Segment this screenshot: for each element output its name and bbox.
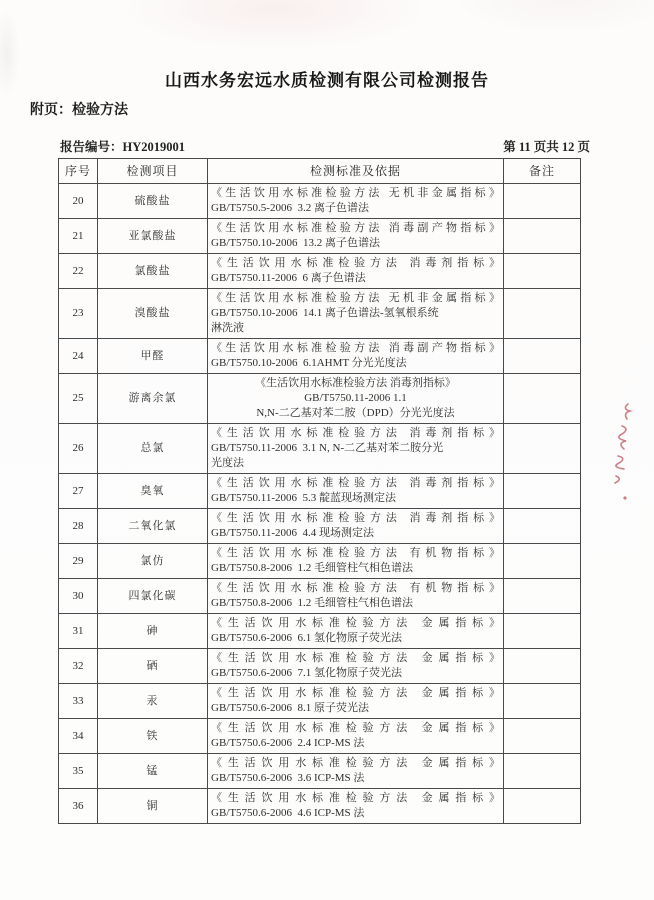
standard-line: GB/T5750.8-2006 1.2 毛细管柱气相色谱法 [211, 562, 413, 574]
row-remark-cell [504, 289, 581, 339]
row-standard-cell [208, 684, 504, 719]
standard-line: GB/T5750.11-2006 4.4 现场测定法 [211, 527, 375, 539]
report-number-label: 报告编号： [60, 140, 123, 154]
row-no-cell: 30 [59, 579, 98, 614]
table-row [59, 719, 581, 754]
standard-line: N,N-二乙基对苯二胺（DPD）分光光度法 [256, 407, 455, 419]
row-remark-cell [504, 579, 581, 614]
row-no-cell: 31 [59, 614, 98, 649]
table-row [59, 789, 581, 824]
report-number-value: HY2019001 [122, 140, 186, 154]
red-handwriting-mark [598, 398, 642, 510]
table-row [59, 579, 581, 614]
row-item-cell: 臭氧 [98, 474, 208, 509]
row-item-cell: 甲醛 [98, 339, 208, 374]
row-standard-cell [208, 289, 504, 339]
standard-line: GB/T5750.6-2006 7.1 氢化物原子荧光法 [211, 667, 402, 679]
standard-line: 《生活饮用水标准检验方法 金属指标》 [211, 687, 500, 699]
row-remark-cell [504, 254, 581, 289]
row-remark-cell [504, 474, 581, 509]
row-standard-cell [208, 579, 504, 614]
row-standard-cell [208, 374, 504, 424]
row-standard-cell [208, 474, 504, 509]
table-row [59, 474, 581, 509]
row-standard-cell [208, 254, 504, 289]
row-item-cell: 汞 [98, 684, 208, 719]
row-remark-cell [504, 339, 581, 374]
row-remark-cell [504, 544, 581, 579]
standard-line: 《生活饮用水标准检验方法 消毒剂指标》 [211, 257, 500, 269]
standard-line: GB/T5750.8-2006 1.2 毛细管柱气相色谱法 [211, 597, 413, 609]
methods-table-body [59, 184, 581, 824]
row-standard-cell [208, 184, 504, 219]
attachment-subtitle: 附页：检验方法 [30, 101, 128, 117]
standard-line: 《生活饮用水标准检验方法 金属指标》 [211, 652, 500, 664]
standard-line: GB/T5750.11-2006 1.1 [304, 392, 407, 404]
row-no-cell: 33 [59, 684, 98, 719]
row-no-cell: 35 [59, 754, 98, 789]
row-item-cell: 总氯 [98, 424, 208, 474]
table-row [59, 649, 581, 684]
standard-line: GB/T5750.6-2006 4.6 ICP-MS 法 [211, 807, 365, 819]
row-no-cell: 27 [59, 474, 98, 509]
standard-line: GB/T5750.10-2006 13.2 离子色谱法 [211, 237, 380, 249]
standard-line: 《生活饮用水标准检验方法 消毒剂指标》 [211, 427, 500, 439]
row-standard-cell [208, 754, 504, 789]
methods-table [58, 158, 581, 824]
row-no-cell: 21 [59, 219, 98, 254]
row-item-cell: 氯仿 [98, 544, 208, 579]
row-remark-cell [504, 219, 581, 254]
row-remark-cell [504, 649, 581, 684]
standard-line: 淋洗液 [211, 322, 244, 334]
table-row [59, 544, 581, 579]
row-no-cell: 26 [59, 424, 98, 474]
standard-line: 《生活饮用水标准检验方法 金属指标》 [211, 792, 500, 804]
row-remark-cell [504, 789, 581, 824]
row-item-cell: 锰 [98, 754, 208, 789]
standard-line: GB/T5750.6-2006 6.1 氢化物原子荧光法 [211, 632, 402, 644]
table-row [59, 289, 581, 339]
row-remark-cell [504, 184, 581, 219]
standard-line: GB/T5750.5-2006 3.2 离子色谱法 [211, 202, 369, 214]
row-remark-cell [504, 424, 581, 474]
table-row [59, 424, 581, 474]
standard-line: 《生活饮用水标准检验方法 消毒副产物指标》 [211, 342, 500, 354]
table-row [59, 219, 581, 254]
standard-line: 《生活饮用水标准检验方法 消毒剂指标》 [211, 512, 500, 524]
row-item-cell: 硒 [98, 649, 208, 684]
table-row [59, 684, 581, 719]
standard-line: GB/T5750.10-2006 6.1AHMT 分光光度法 [211, 357, 407, 369]
row-no-cell: 29 [59, 544, 98, 579]
standard-line: 《生活饮用水标准检验方法 金属指标》 [211, 722, 500, 734]
row-item-cell: 四氯化碳 [98, 579, 208, 614]
row-no-cell: 24 [59, 339, 98, 374]
row-no-cell: 28 [59, 509, 98, 544]
col-header-remark: 备注 [504, 159, 581, 184]
col-header-item: 检测项目 [98, 159, 208, 184]
row-item-cell: 铁 [98, 719, 208, 754]
row-item-cell: 二氧化氯 [98, 509, 208, 544]
standard-line: 《生活饮用水标准检验方法 消毒剂指标》 [255, 377, 456, 389]
row-item-cell: 溴酸盐 [98, 289, 208, 339]
standard-line: GB/T5750.6-2006 2.4 ICP-MS 法 [211, 737, 365, 749]
standard-line: GB/T5750.11-2006 5.3 靛蓝现场测定法 [211, 492, 397, 504]
page-indicator: 第 11 页共 12 页 [503, 140, 590, 154]
table-row [59, 374, 581, 424]
standard-line: 光度法 [211, 457, 244, 469]
row-item-cell: 铜 [98, 789, 208, 824]
col-header-no: 序号 [59, 159, 98, 184]
row-item-cell: 游离余氯 [98, 374, 208, 424]
row-no-cell: 23 [59, 289, 98, 339]
row-remark-cell [504, 509, 581, 544]
row-no-cell: 20 [59, 184, 98, 219]
standard-line: 《生活饮用水标准检验方法 有机物指标》 [211, 547, 500, 559]
row-standard-cell [208, 219, 504, 254]
standard-line: 《生活饮用水标准检验方法 金属指标》 [211, 757, 500, 769]
row-item-cell: 氯酸盐 [98, 254, 208, 289]
row-item-cell: 砷 [98, 614, 208, 649]
row-no-cell: 34 [59, 719, 98, 754]
table-row [59, 509, 581, 544]
report-number [60, 137, 185, 155]
row-no-cell: 36 [59, 789, 98, 824]
table-row [59, 184, 581, 219]
row-item-cell: 亚氯酸盐 [98, 219, 208, 254]
table-row [59, 754, 581, 789]
row-remark-cell [504, 614, 581, 649]
page-title: 山西水务宏远水质检测有限公司检测报告 [165, 71, 489, 90]
row-remark-cell [504, 684, 581, 719]
standard-line: GB/T5750.11-2006 6 离子色谱法 [211, 272, 366, 284]
row-item-cell: 硫酸盐 [98, 184, 208, 219]
standard-line: GB/T5750.6-2006 8.1 原子荧光法 [211, 702, 369, 714]
row-no-cell: 32 [59, 649, 98, 684]
standard-line: 《生活饮用水标准检验方法 有机物指标》 [211, 582, 500, 594]
standard-line: GB/T5750.11-2006 3.1 N, N-二乙基对苯二胺分光 [211, 442, 444, 454]
row-standard-cell [208, 424, 504, 474]
row-no-cell: 22 [59, 254, 98, 289]
row-no-cell: 25 [59, 374, 98, 424]
row-remark-cell [504, 374, 581, 424]
standard-line: 《生活饮用水标准检验方法 无机非金属指标》 [211, 292, 500, 304]
row-standard-cell [208, 614, 504, 649]
row-standard-cell [208, 719, 504, 754]
standard-line: GB/T5750.6-2006 3.6 ICP-MS 法 [211, 772, 365, 784]
table-header-row [59, 159, 581, 184]
row-remark-cell [504, 754, 581, 789]
standard-line: 《生活饮用水标准检验方法 金属指标》 [211, 617, 500, 629]
row-standard-cell [208, 339, 504, 374]
standard-line: 《生活饮用水标准检验方法 消毒副产物指标》 [211, 222, 500, 234]
row-standard-cell [208, 789, 504, 824]
row-remark-cell [504, 719, 581, 754]
row-standard-cell [208, 509, 504, 544]
row-standard-cell [208, 649, 504, 684]
table-row [59, 339, 581, 374]
table-row [59, 254, 581, 289]
meta-row [60, 137, 590, 155]
standard-line: 《生活饮用水标准检验方法 消毒剂指标》 [211, 477, 500, 489]
standard-line: 《生活饮用水标准检验方法 无机非金属指标》 [211, 187, 500, 199]
col-header-standard: 检测标准及依据 [208, 159, 504, 184]
row-standard-cell [208, 544, 504, 579]
standard-line: GB/T5750.10-2006 14.1 离子色谱法-氢氧根系统 [211, 307, 439, 319]
table-row [59, 614, 581, 649]
